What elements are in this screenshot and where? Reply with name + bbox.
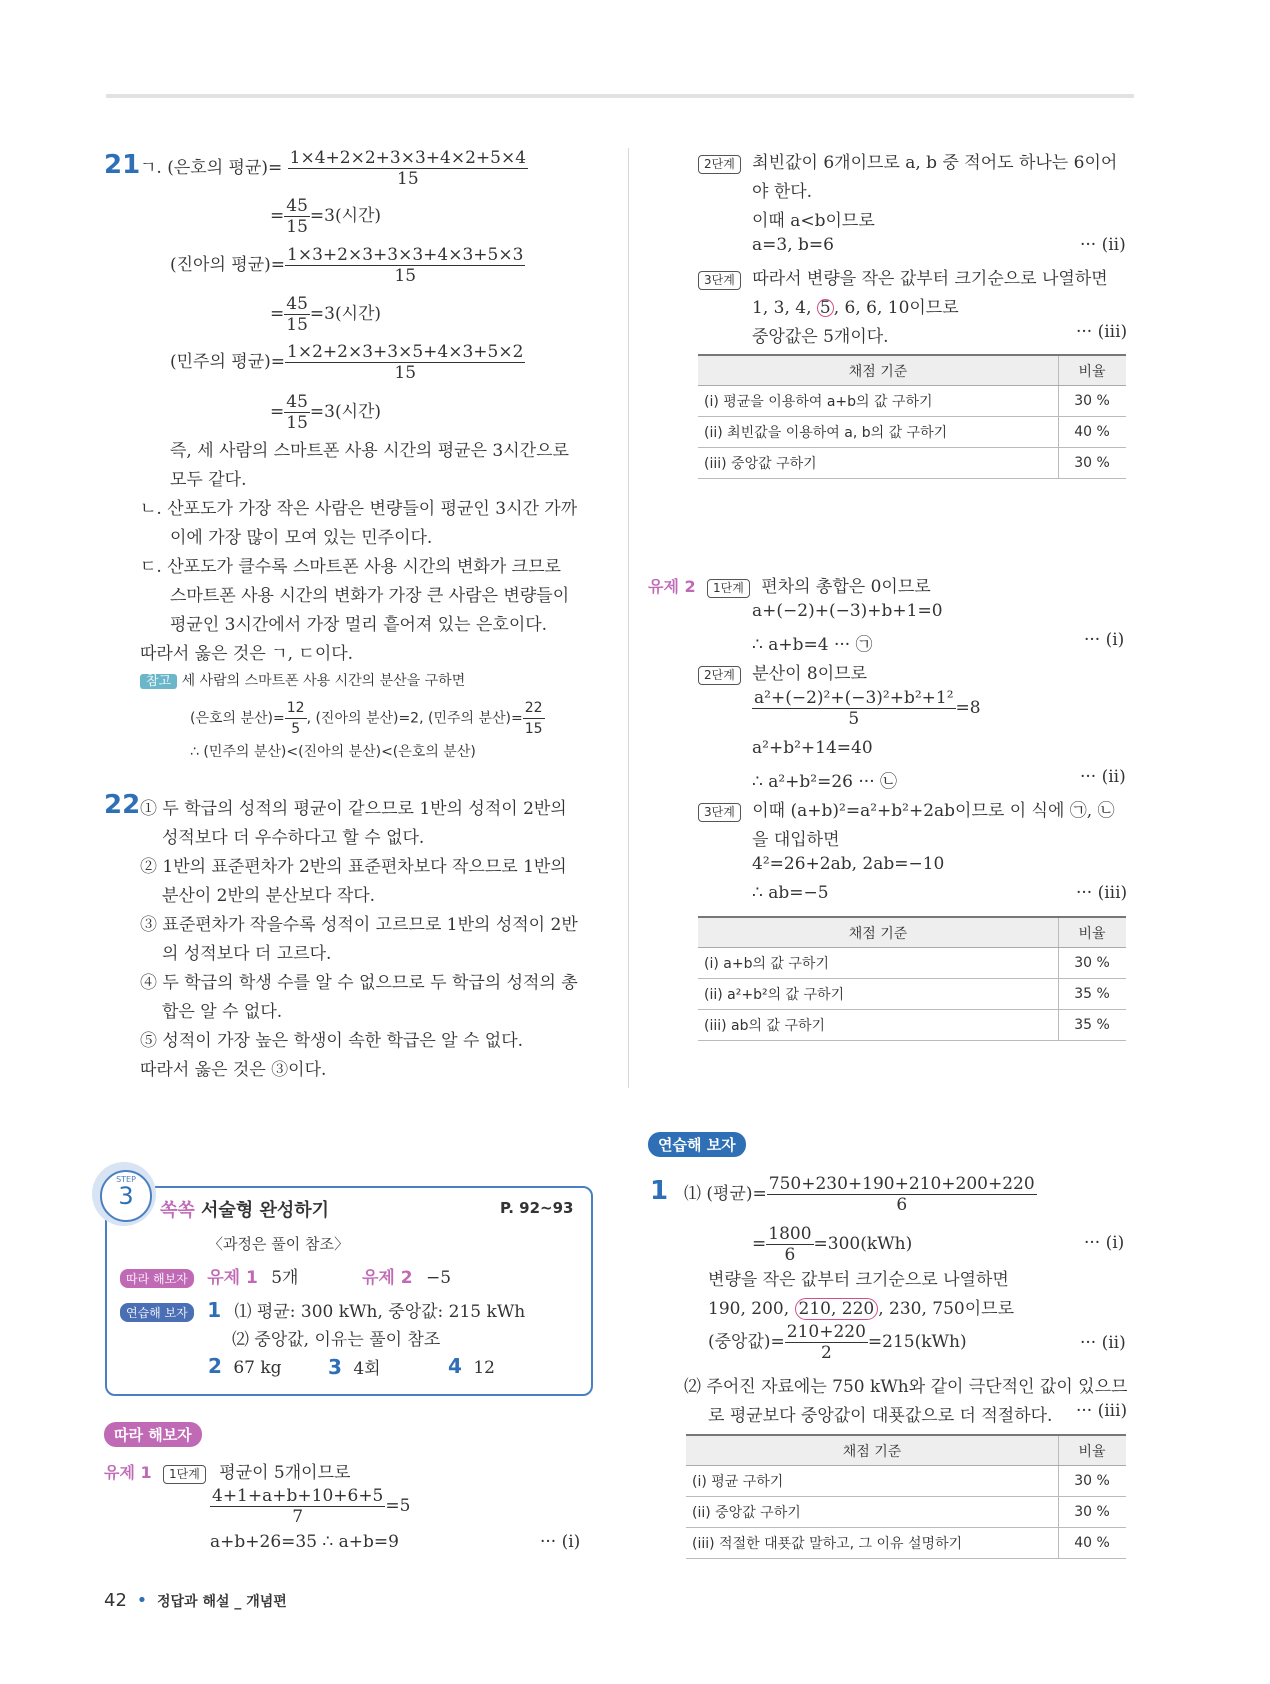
follow-ex1-header: 유제 1 1단계 평균이 5개이므로 [104,1463,351,1483]
step3-pages: P. 92~93 [500,1199,574,1217]
practice-mark3: ··· (iii) [1076,1401,1128,1421]
q21-text7: 평균인 3시간에서 가장 멀리 흩어져 있는 은호이다. [170,615,548,635]
r1-mark2: ··· (ii) [1080,235,1126,255]
footer: 42 • 정답과 해설 _ 개념편 [104,1590,287,1611]
top-rule [106,94,1134,98]
q21-text8: 따라서 옳은 것은 ㄱ, ㄷ이다. [140,644,354,664]
r1-step3: 3단계 따라서 변량을 작은 값부터 크기순으로 나열하면 [698,264,1108,290]
q22-text3: ② 1반의 표준편차가 2반의 표준편차보다 작으므로 1반의 [140,857,567,877]
q21-text1: 즉, 세 사람의 스마트폰 사용 시간의 평균은 3시간으로 [170,441,569,461]
practice-l2: = $\frac{1800}{6}$ =300(kWh) [752,1224,913,1265]
column-divider [628,148,629,1088]
r1-mark3: ··· (iii) [1076,322,1128,342]
r1-line2: 야 한다. [752,182,813,202]
r1-line3: 이때 a<b이므로 [752,211,875,231]
q21-note-conclusion: ∴ (민주의 분산)<(진아의 분산)<(은호의 분산) [190,744,476,760]
ex2-mark1: ··· (i) [1084,630,1125,650]
practice-l5: (중앙값)= $\frac{210+220}{2}$ =215(kWh) [708,1322,967,1363]
ex2-a2: a+(−2)+(−3)+b+1=0 [752,601,943,621]
table-row: (iii) 적절한 대푯값 말하고, 그 이유 설명하기 40 % [686,1528,1126,1559]
table-row: (ii) 중앙값 구하기 30 % [686,1497,1126,1528]
ex2-b4: ∴ a²+b²=26 ··· ㉡ [752,772,898,792]
ex2-mark3: ··· (iii) [1076,883,1128,903]
follow-ex1-mark: ··· (i) [540,1532,581,1552]
ex2-mark2: ··· (ii) [1080,767,1126,787]
q21-line3: (진아의 평균)= $\frac{1\times 3+2\times 3+3\times 3+4\times 3+5\times 3}{15}$ [170,245,524,286]
step3-practice-row: 연습해 보자 1 ⑴ 평균: 300 kWh, 중앙값: 215 kWh [120,1297,525,1322]
note-tag: 참고 [140,674,177,689]
step3-p1b: ⑵ 중앙값, 이유는 풀이 참조 [232,1330,441,1350]
median-oval: 210, 220 [795,1298,879,1320]
q21-fraction: $\frac{1\times 4+2\times 2+3\times 3+4\times 2+5\times 4}{15}$ [289,148,527,189]
practice-l7: 로 평균보다 중앙값이 대푯값으로 더 적절하다. [708,1406,1053,1426]
q21-line1 [140,148,528,189]
q22-text2: 성적보다 더 우수하다고 할 수 없다. [162,828,425,848]
q21-note-variance: (은호의 분산)= $\frac{12}{5}$ , (진아의 분산)=2, (민주의 분산)= $\frac{22}{15}$ [190,700,543,737]
r1-line6: 1, 3, 4, 5 , 6, 6, 10이므로 [752,298,959,318]
step3-ex2: 유제 2 −5 [362,1268,452,1288]
q21-text5: ㄷ. 산포도가 클수록 스마트폰 사용 시간의 변화가 크므로 [140,557,561,577]
question-number-22: 22 [104,790,141,820]
ex2-scoring-table: 채점 기준 비율 (i) a+b의 값 구하기 30 % (ii) a²+b²의 값 구하기 35 % (iii) ab의 값 구하기 35 % [698,916,1126,1041]
practice-pill: 연습해 보자 [120,1303,194,1322]
question-number-21: 21 [104,150,141,180]
ex2-b2: $\frac{\text{a²+(−2)²+(−3)²+b²+1²}}{5}$ =8 [754,688,981,729]
q21-line4: = $\frac{45}{15}$ =3(시간) [270,294,382,335]
page-number: 42 [104,1590,127,1611]
q21-text3: ㄴ. 산포도가 가장 작은 사람은 변량들이 평균인 3시간 가까 [140,499,578,519]
q22-text9: ⑤ 성적이 가장 높은 학생이 속한 학급은 알 수 없다. [140,1031,524,1051]
step3-badge: STEP 3 [100,1170,152,1222]
q21-text2: 모두 같다. [170,470,247,490]
table-row: (i) 평균을 이용하여 a+b의 값 구하기 30 % [698,386,1126,417]
table-row: (ii) 최빈값을 이용하여 a, b의 값 구하기 40 % [698,417,1126,448]
table-row: (i) a+b의 값 구하기 30 % [698,948,1126,979]
q21-line5: (민주의 평균)= $\frac{1\times 2+2\times 3+3\times 5+4\times 3+5\times 2}{15}$ [170,342,524,383]
ex2-a3: ∴ a+b=4 ··· ㉠ [752,635,873,655]
table-row: (iii) ab의 값 구하기 35 % [698,1010,1126,1041]
practice-l1: ⑴ (평균)= $\frac{750+230+190+210+200+220}{6}$ [684,1174,1035,1215]
q22-text4: 분산이 2반의 분산보다 작다. [162,886,376,906]
follow-section-tab: 따라 해보자 [104,1422,202,1447]
step3-p2: 2 67 kg [208,1354,282,1378]
q21-line2: = $\frac{45}{15}$ =3(시간) [270,196,382,237]
step3-p3: 3 4회 [328,1355,381,1379]
q22-text5: ③ 표준편차가 작을수록 성적이 고르므로 1반의 성적이 2반 [140,915,578,935]
practice-l4: 190, 200, 210, 220 , 230, 750이므로 [708,1299,1014,1319]
q21-label: ㄱ. (은호의 평균)= [140,158,283,178]
follow-ex1-fraction: $\frac{4+1+a+b+10+6+5}{7}$ =5 [212,1486,411,1527]
ex1-scoring-table: 채점 기준 비율 (i) 평균을 이용하여 a+b의 값 구하기 30 % (ii) 최빈값을 이용하여 a, b의 값 구하기 40 % (iii) 중앙값 구하기 30 % [698,354,1126,479]
q21-line6: = $\frac{45}{15}$ =3(시간) [270,392,382,433]
ex2-c3: 4²=26+2ab, 2ab=−10 [752,854,945,874]
r1-line7: 중앙값은 5개이다. [752,327,889,347]
follow-pill: 따라 해보자 [120,1269,194,1288]
q22-text10: 따라서 옳은 것은 ③이다. [140,1060,327,1080]
practice-l3: 변량을 작은 값부터 크기순으로 나열하면 [708,1270,1009,1290]
ex2-step1: 유제 2 1단계 편차의 총합은 0이므로 [648,577,931,597]
table-row: (i) 평균 구하기 30 % [686,1466,1126,1497]
practice-l6: ⑵ 주어진 자료에는 750 kWh와 같이 극단적인 값이 있으므 [684,1377,1128,1397]
practice-number-1: 1 [650,1176,669,1206]
q22-text7: ④ 두 학급의 학생 수를 알 수 없으므로 두 학급의 성적의 총 [140,973,578,993]
practice-scoring-table: 채점 기준 비율 (i) 평균 구하기 30 % (ii) 중앙값 구하기 30 % (iii) 적절한 대푯값 말하고, 그 이유 설명하기 40 % [686,1434,1126,1559]
practice-mark1: ··· (i) [1084,1233,1125,1253]
step3-follow-row: 따라 해보자 유제 1 5개 [120,1263,298,1288]
footer-text: 정답과 해설 _ 개념편 [157,1594,287,1610]
ex2-b3: a²+b²+14=40 [752,738,873,758]
step3-title: 쏙쏙 서술형 완성하기 [156,1196,333,1222]
step3-note: 〈과정은 풀이 참조〉 [208,1235,349,1253]
q21-text6: 스마트폰 사용 시간의 변화가 가장 큰 사람은 변량들이 [170,586,570,606]
r1-line4: a=3, b=6 [752,235,834,255]
q22-text1: ① 두 학급의 성적의 평균이 같으므로 1반의 성적이 2반의 [140,799,567,819]
ex2-c2: 을 대입하면 [752,830,840,850]
follow-ex1-result: a+b+26=35 ∴ a+b=9 [210,1532,399,1552]
step3-p4: 4 12 [448,1354,495,1378]
q21-note: 참고 세 사람의 스마트폰 사용 시간의 분산을 구하면 [140,670,465,690]
q22-text8: 합은 알 수 없다. [162,1002,283,1022]
q22-text6: 의 성적보다 더 고르다. [162,944,332,964]
table-row: (iii) 중앙값 구하기 30 % [698,448,1126,479]
median-circle: 5 [817,299,834,317]
ex2-step2: 2단계 분산이 8이므로 [698,659,867,685]
practice-section-tab: 연습해 보자 [648,1132,746,1157]
ex2-step3: 3단계 이때 (a+b)²=a²+b²+2ab이므로 이 식에 ㉠, ㉡ [698,796,1115,822]
ex2-c4: ∴ ab=−5 [752,883,829,903]
r1-step2: 2단계 최빈값이 6개이므로 a, b 중 적어도 하나는 6이어 [698,148,1117,174]
practice-mark2: ··· (ii) [1080,1333,1126,1353]
q21-text4: 이에 가장 많이 모여 있는 민주이다. [170,528,433,548]
table-row: (ii) a²+b²의 값 구하기 35 % [698,979,1126,1010]
